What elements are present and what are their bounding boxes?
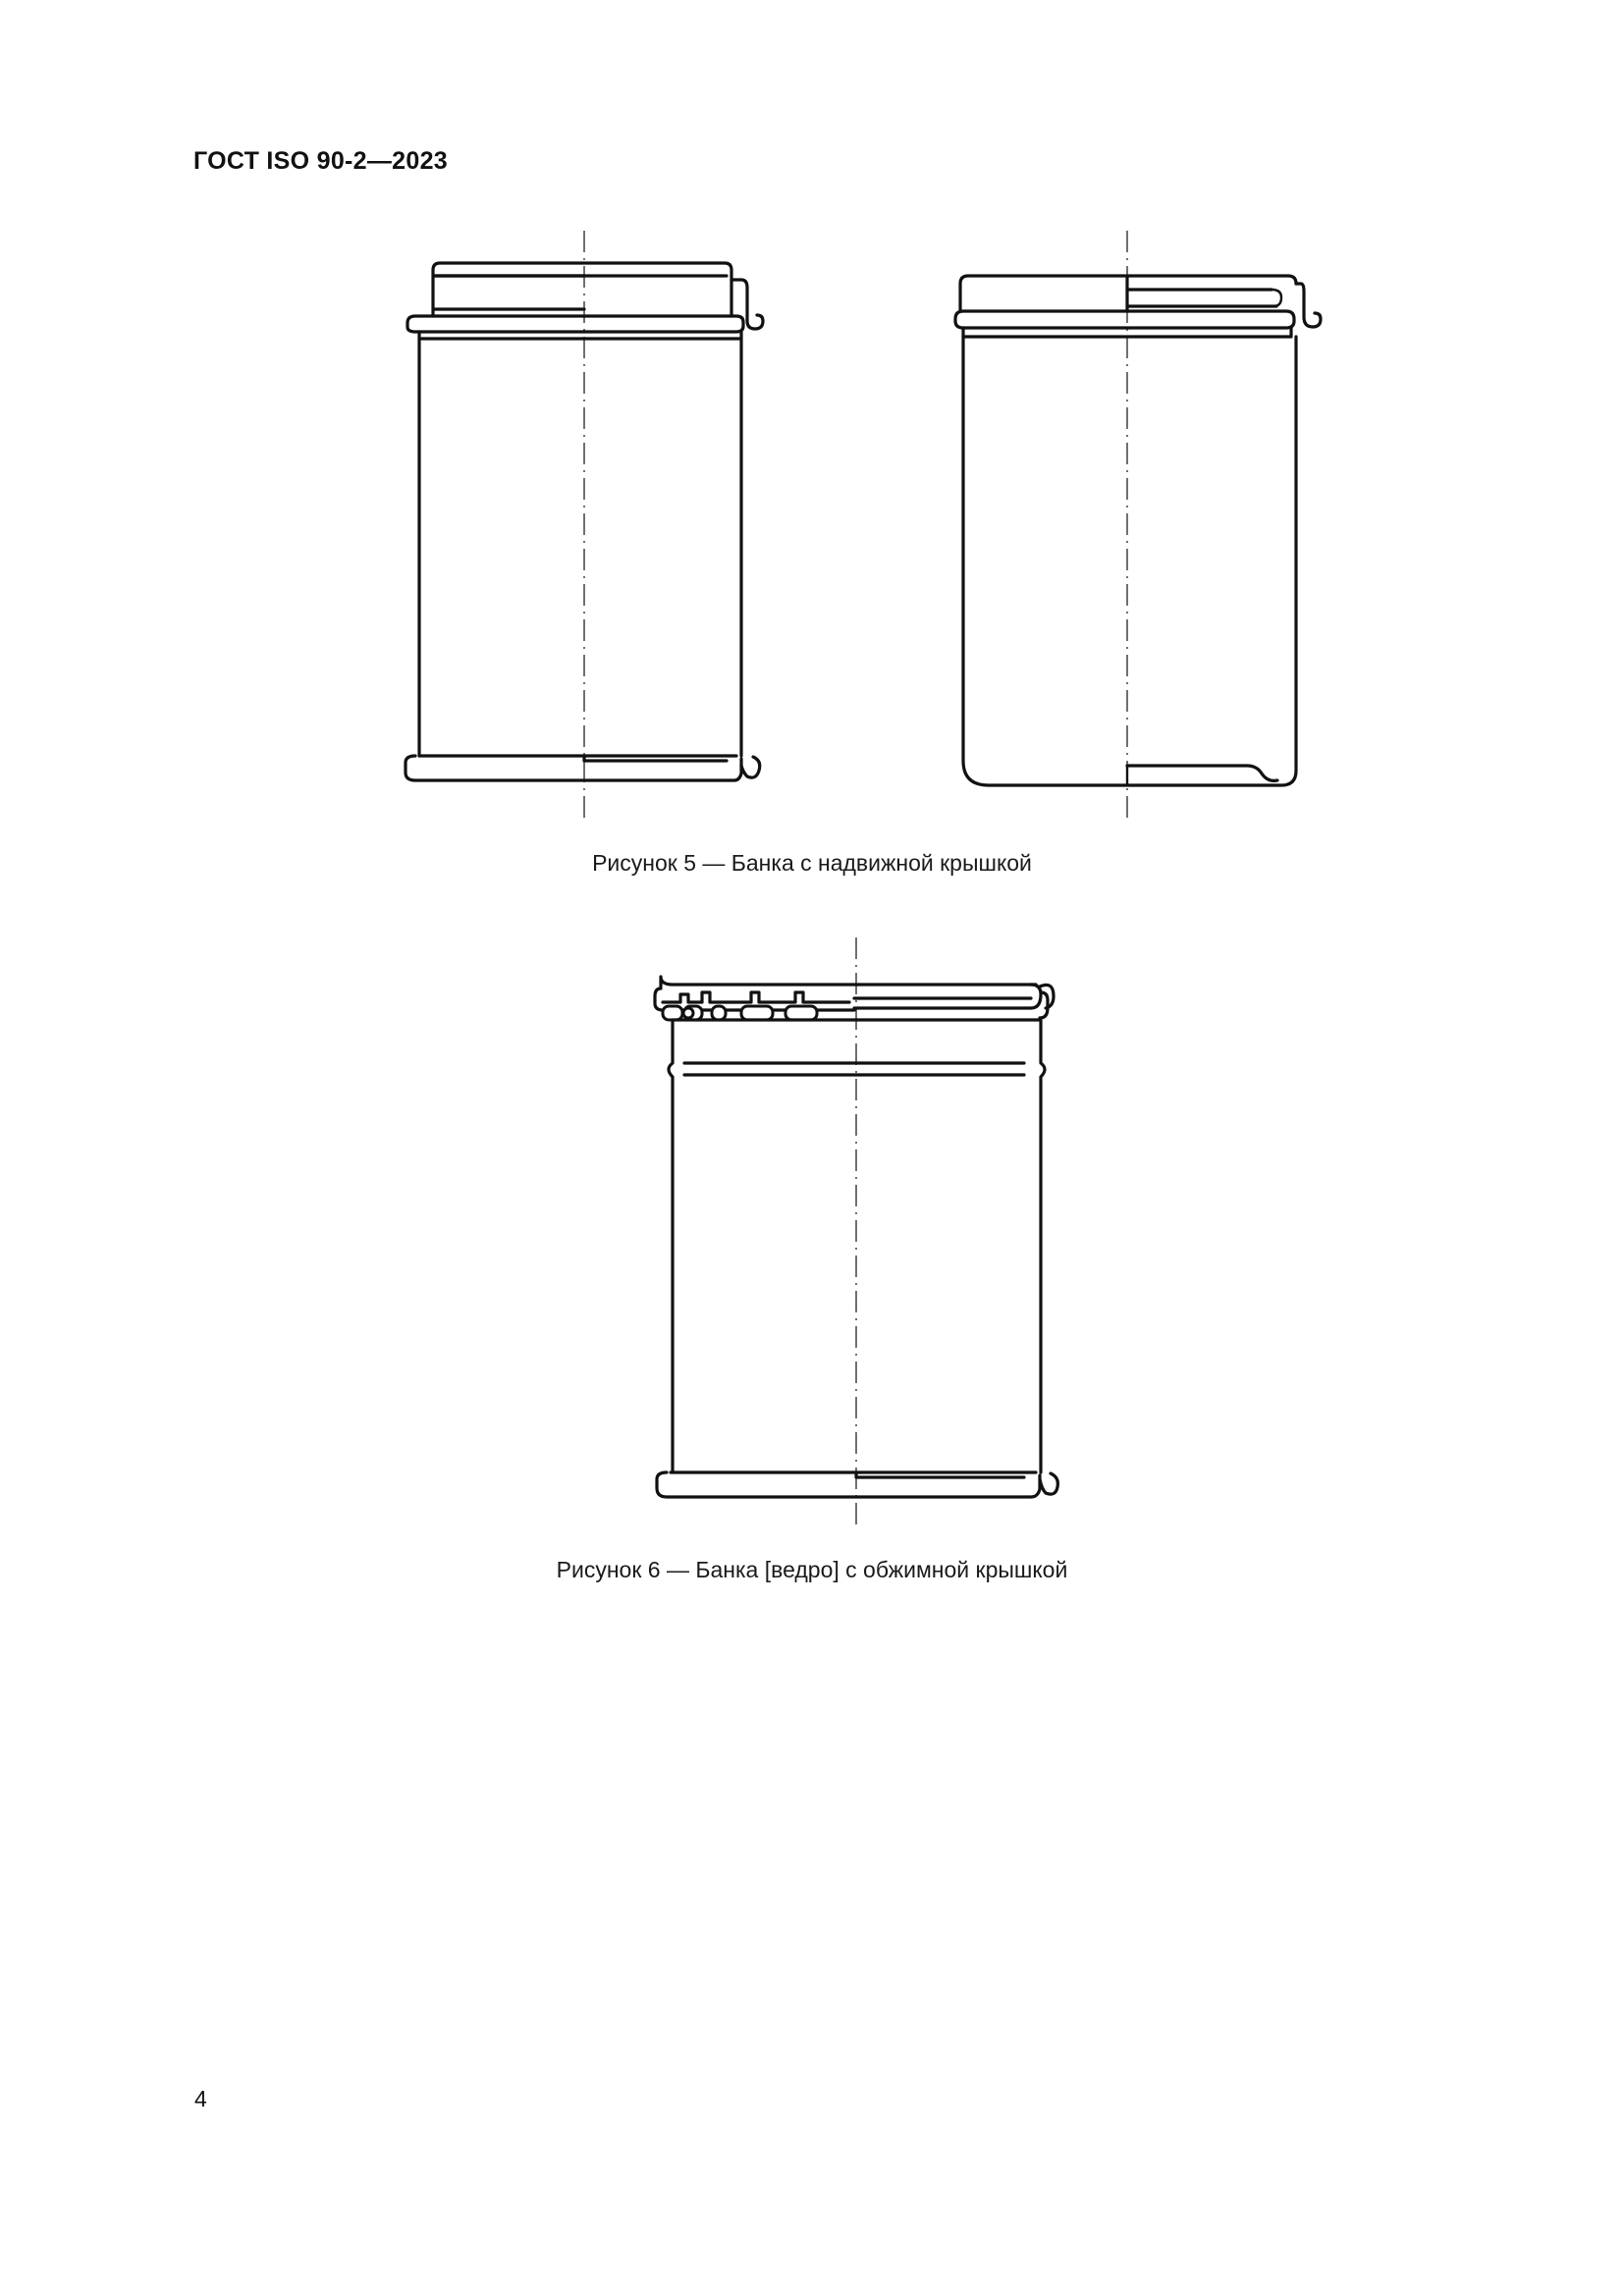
figure-6-caption: Рисунок 6 — Банка [ведро] с обжимной крышкой <box>556 1557 1068 1582</box>
figure-5-can-left <box>388 231 781 820</box>
lug-4 <box>741 1006 773 1020</box>
lug-hole-1 <box>683 1008 693 1018</box>
lug-3 <box>712 1006 726 1020</box>
figure-5-caption: Рисунок 5 — Банка с надвижной крышкой <box>592 850 1032 876</box>
lug-5 <box>785 1006 817 1020</box>
page-number: 4 <box>194 2086 207 2111</box>
standard-header: ГОСТ ISO 90-2—2023 <box>193 147 449 175</box>
figure-6-pail <box>643 937 1075 1526</box>
figure-5-can-right <box>938 231 1330 820</box>
lug-1 <box>663 1006 682 1020</box>
